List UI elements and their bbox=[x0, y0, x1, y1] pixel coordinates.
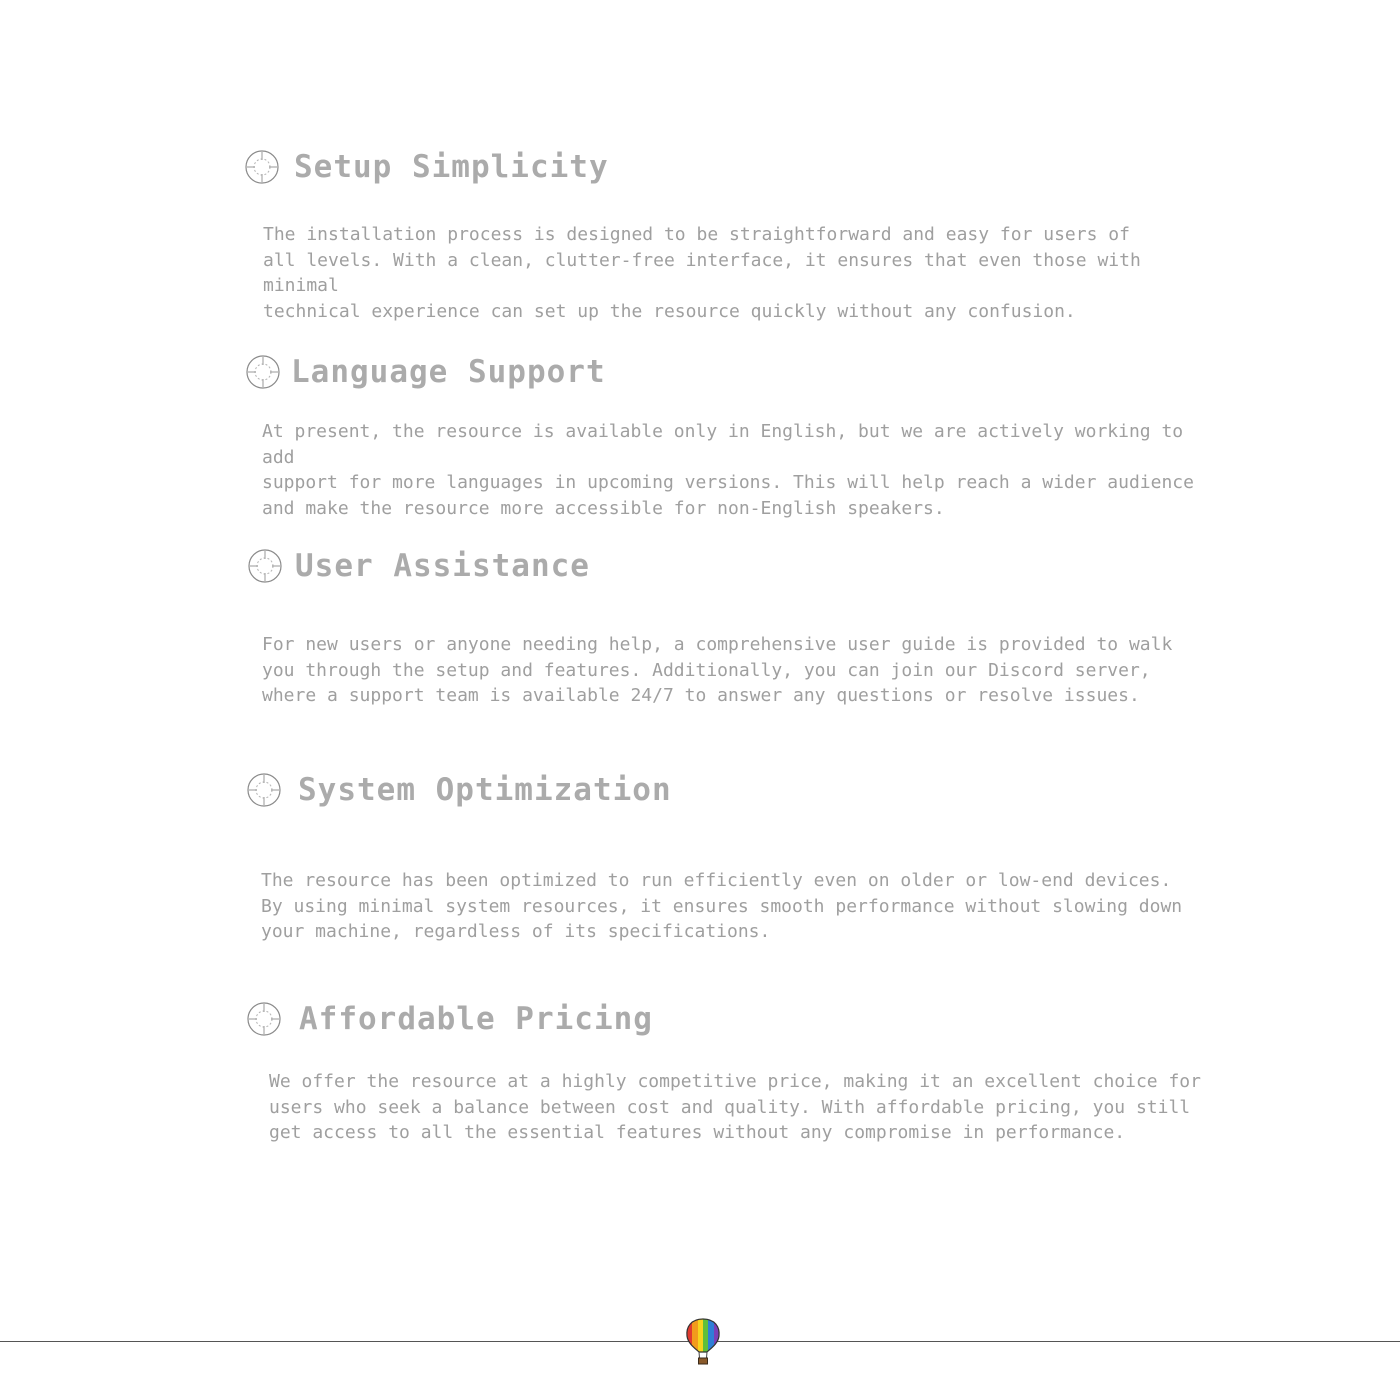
body-line: your machine, regardless of its specifications. bbox=[261, 921, 771, 942]
heading-row bbox=[245, 354, 606, 390]
body-line: support for more languages in upcoming versions. This will help reach a wider audience bbox=[262, 472, 1194, 493]
body-line: The resource has been optimized to run efficiently even on older or low-end devices. bbox=[261, 870, 1172, 891]
body-line: all levels. With a clean, clutter-free interface, it ensures that even those with minimal bbox=[263, 249, 1141, 296]
section-body bbox=[261, 868, 1221, 945]
body-line: We offer the resource at a highly competitive price, making it an excellent choice for bbox=[269, 1071, 1201, 1092]
section-title: Language Support bbox=[291, 354, 606, 390]
section-body bbox=[263, 222, 1223, 324]
hot-air-balloon-icon bbox=[685, 1317, 721, 1367]
section-title: Affordable Pricing bbox=[299, 1001, 653, 1037]
body-line: The installation process is designed to be straightforward and easy for users of bbox=[263, 224, 1130, 245]
body-line: get access to all the essential features without any compromise in performance. bbox=[269, 1122, 1126, 1143]
body-line: users who seek a balance between cost and quality. With affordable pricing, you still bbox=[269, 1096, 1191, 1118]
section-body bbox=[262, 419, 1222, 521]
section-title: Setup Simplicity bbox=[294, 149, 609, 185]
crosshair-icon bbox=[247, 548, 283, 584]
crosshair-icon bbox=[244, 149, 280, 185]
heading-row bbox=[246, 772, 672, 808]
body-line: By using minimal system resources, it ensures smooth performance without slowing down bbox=[261, 895, 1183, 917]
heading-row bbox=[244, 149, 609, 185]
section-title: System Optimization bbox=[298, 772, 672, 808]
crosshair-icon bbox=[246, 772, 282, 808]
heading-row bbox=[246, 1001, 653, 1037]
body-line: At present, the resource is available only in English, but we are actively working to add bbox=[262, 421, 1184, 468]
section-body bbox=[269, 1069, 1229, 1146]
crosshair-icon bbox=[245, 354, 281, 390]
section-title: User Assistance bbox=[295, 548, 590, 584]
heading-row bbox=[247, 548, 590, 584]
body-line: For new users or anyone needing help, a comprehensive user guide is provided to walk bbox=[262, 634, 1173, 655]
section-body bbox=[262, 632, 1222, 709]
body-line: and make the resource more accessible for non-English speakers. bbox=[262, 497, 945, 519]
body-line: technical experience can set up the resource quickly without any confusion. bbox=[263, 300, 1076, 322]
body-line: you through the setup and features. Additionally, you can join our Discord server, bbox=[262, 659, 1151, 681]
crosshair-icon bbox=[246, 1001, 282, 1037]
body-line: where a support team is available 24/7 to answer any questions or resolve issues. bbox=[262, 685, 1140, 706]
